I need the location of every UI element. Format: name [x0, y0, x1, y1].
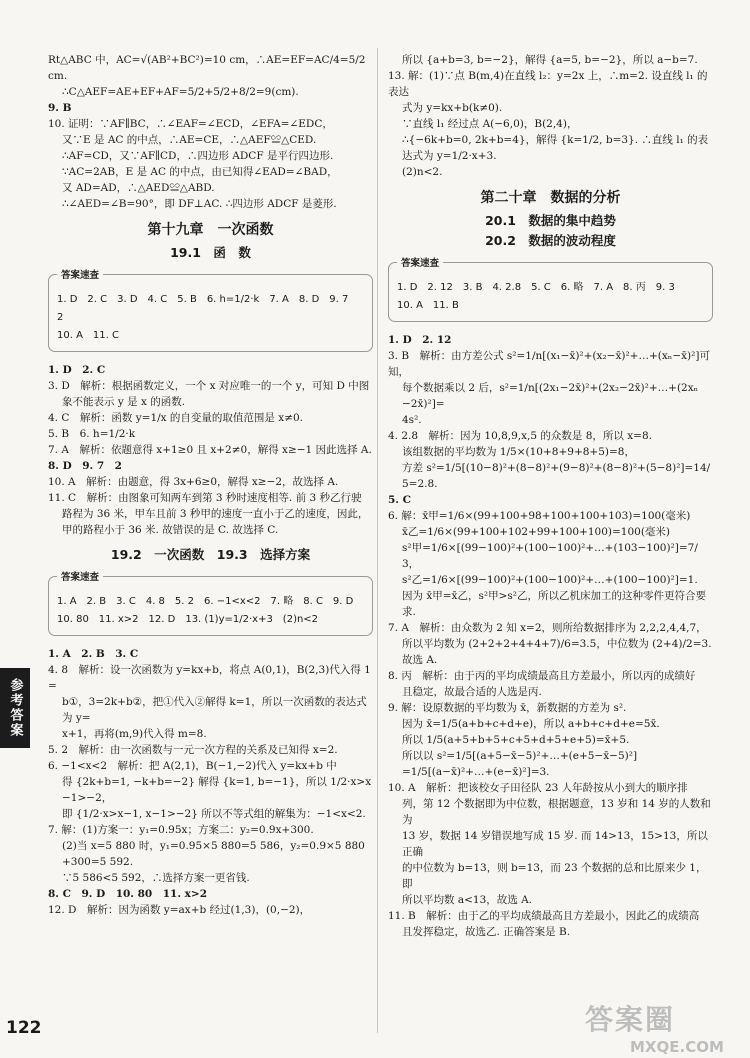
answer-line: 6. 解：x̄甲=1/6×(99+100+98+100+100+103)=100(毫米) [388, 510, 691, 522]
answer-line: 7. 解：(1)方案一：y₁=0.95x；方案二：y₂=0.9x+300. [48, 824, 314, 836]
answer-line: 的中位数为 b=13，则 b=13，而 23 个数据的总和比原来少 1，即 [402, 862, 707, 890]
quick-answer-box [48, 270, 373, 352]
side-tab-label: 参考答案 [0, 668, 30, 748]
answer-line: s²乙=1/6×[(99−100)²+(100−100)²+…+(100−100)²]=1. [402, 574, 698, 586]
answer-line: 1. D 2. C [48, 364, 106, 376]
answer-line: 4. C 解析：函数 y=1/x 的自变量的取值范围是 x≠0. [48, 412, 304, 424]
answer-line: 象不能表示 y 是 x 的函数. [62, 396, 186, 408]
answer-line: 所以平均数为 (2+2+2+4+4+7)/6=3.5，中位数为 (2+4)/2=3. 故选 A. [402, 638, 715, 666]
quick-answer-line: 1. D 2. 12 3. B 4. 2.8 5. C 6. 略 7. A 8. 丙 9. 3 [397, 282, 675, 293]
section-title: 19.2 一次函数 19.3 选择方案 [110, 547, 311, 562]
answer-line: 且稳定，故最合适的人选是丙. [402, 686, 542, 698]
watermark-main: 答案圈 [585, 1003, 676, 1036]
text-line: 又 AD=AD，∴△AED≌△ABD. [62, 182, 215, 194]
answer-line: 7. A 解析：依题意得 x+1≥0 且 x+2≠0，解得 x≥−1 因此选择 A. [48, 444, 372, 456]
answer-line: 所以平均数 a<13，故选 A. [402, 894, 533, 906]
answer-line: 8. 丙 解析：由于丙的平均成绩最高且方差最小，所以丙的成绩好 [388, 670, 696, 682]
answer-line: 10. A 解析：把该校女子田径队 23 人年龄按从小到大的顺序排 [388, 782, 688, 794]
answer-line: 9. 解：设原数据的平均数为 x̄，新数据的方差为 s². [388, 702, 627, 714]
text-line: ∴C△AEF=AE+EF+AF=5/2+5/2+8/2=9(cm). [62, 86, 299, 98]
answer-line: 5. B 6. h=1/2·k [48, 428, 136, 440]
answer-line: 4. 8 解析：设一次函数为 y=kx+b，将点 A(0,1)，B(2,3)代入得 1= [48, 664, 371, 692]
answer-line: x+1，再将(m,9)代入得 m=8. [62, 728, 207, 740]
answer-number: 9. B [48, 102, 72, 114]
answer-line: (2)当 x=5 880 时，y₁=0.95×5 880=5 586，y₂=0.9×5 880+300=5 592. [62, 840, 365, 868]
answer-line: 4s². [402, 414, 422, 426]
chapter-title: 第十九章 一次函数 [147, 222, 274, 238]
answer-line: x̄乙=1/6×(99+100+102+99+100+100)=100(毫米) [402, 526, 671, 538]
answer-line: 11. C 解析：由图象可知两车到第 3 秒时速度相等. 前 3 秒乙行驶 [48, 492, 362, 504]
text-line: 10. 证明：∵AF∥BC，∴∠EAF=∠ECD，∠EFA=∠EDC， [48, 118, 333, 130]
answer-line: 得 {2k+b=1, −k+b=−2} 解得 {k=1, b=−1}，所以 1/2·x>x−1>−2， [62, 776, 372, 804]
answer-line: 5. 2 解析：由一次函数与一元一次方程的关系及已知得 x=2. [48, 744, 338, 756]
answer-line: 3. D 解析：根据函数定义，一个 x 对应唯一的一个 y，可知 D 中图 [48, 380, 370, 392]
answer-line: =1/5[(a−x̄)²+…+(e−x̄)²]=3. [402, 766, 550, 778]
watermark-logo [585, 998, 735, 1056]
right-column [388, 52, 713, 940]
answer-line: 12. D 解析：因为函数 y=ax+b 经过(1,3)，(0,−2)， [48, 904, 311, 916]
answer-line: b①，3=2k+b②，把①代入②解得 k=1，所以一次函数的表达式为 y= [62, 696, 367, 724]
answer-line: ∵5 586<5 592，∴选择方案一更省钱. [62, 872, 250, 884]
answer-line: 7. A 解析：由众数为 2 知 x=2，则所给数据排序为 2,2,2,4,4,7， [388, 622, 707, 634]
quick-answer-line: 1. D 2. C 3. D 4. C 5. B 6. h=1/2·k 7. A 8. D 9. 7 2 [57, 294, 359, 323]
answer-line: 3. B 解析：由方差公式 s²=1/n[(x₁−x̄)²+(x₂−x̄)²+…+(xₙ−x̄)²]可知， [388, 350, 710, 378]
text-line: ∵直线 l₁ 经过点 A(−6,0)，B(2,4)， [402, 118, 578, 130]
answer-line: 列，第 12 个数据即为中位数，根据题意，13 岁和 14 岁的人数和为 [402, 798, 711, 826]
text-line: (2)n<2. [402, 166, 443, 178]
quick-answer-line: 1. A 2. B 3. C 4. 8 5. 2 6. −1<x<2 7. 略 8. C 9. D [57, 596, 354, 607]
text-line: 又∵E 是 AC 的中点，∴AE=CE，∴△AEF≌△CED. [62, 134, 317, 146]
section-title: 20.2 数据的波动程度 [485, 233, 616, 248]
text-line: Rt△ABC 中，AC=√(AB²+BC²)=10 cm，∴AE=EF=AC/4=5/2 cm. [48, 54, 369, 82]
answer-line: 每个数据乘以 2 后，s²=1/n[(2x₁−2x̄)²+(2x₂−2x̄)²+…+(2xₙ−2x̄)²]= [402, 382, 699, 410]
answer-line: 10. A 解析：由题意，得 3x+6≥0，解得 x≥−2，故选择 A. [48, 476, 339, 488]
text-line: ∴AF=CD，又∵AF∥CD，∴四边形 ADCF 是平行四边形. [62, 150, 334, 162]
answer-line: 4. 2.8 解析：因为 10,8,9,x,5 的众数是 8，所以 x=8. [388, 430, 652, 442]
answer-line: 8. C 9. D 10. 80 11. x>2 [48, 888, 208, 900]
answer-line: 所以 1/5(a+5+b+5+c+5+d+5+e+5)=x̄+5. [402, 734, 630, 746]
text-line: 式为 y=kx+b(k≠0). [402, 102, 503, 114]
watermark-sub: MXQE.COM [630, 1038, 724, 1056]
quick-answer-line: 10. 80 11. x>2 12. D 13. (1)y=1/2·x+3 (2)n<2 [57, 614, 319, 625]
answer-line: 13 岁，数据 14 岁错误地写成 15 岁. 而 14>13，15>13，所以正确 [402, 830, 708, 858]
chapter-title: 第二十章 数据的分析 [480, 190, 621, 206]
text-line: ∴∠AED=∠B=90°，即 DF⊥AC. ∴四边形 ADCF 是菱形. [62, 198, 337, 210]
section-title: 20.1 数据的集中趋势 [485, 213, 616, 228]
quick-answer-box [48, 572, 373, 636]
text-line: ∴{−6k+b=0, 2k+b=4}，解得 {k=1/2, b=3}. ∴直线 l₁ 的表达式为 y=1/2·x+3. [402, 134, 709, 162]
left-column [48, 52, 373, 918]
answer-line: 11. B 解析：由于乙的平均成绩最高且方差最小，因此乙的成绩高 [388, 910, 700, 922]
answer-line: s²甲=1/6×[(99−100)²+(100−100)²+…+(103−100)²]=7/3， [402, 542, 698, 570]
text-line: 所以 {a+b=3, b=−2}，解得 {a=5, b=−2}，所以 a−b=7. [402, 54, 698, 66]
answer-line: 路程为 36 米，甲车且前 3 秒甲的速度一直小于乙的速度，因此， [62, 508, 369, 520]
answer-line: 5. C [388, 494, 411, 506]
answer-line: 甲的路程小于 36 米. 故错误的是 C. 故选择 C. [62, 524, 279, 536]
answer-line: 且发挥稳定，故选乙. 正确答案是 B. [402, 926, 571, 938]
quick-answer-label: 答案速查 [57, 569, 103, 587]
quick-answer-label: 答案速查 [397, 255, 443, 273]
section-title: 19.1 函 数 [170, 245, 251, 260]
quick-answer-label: 答案速查 [57, 267, 103, 285]
answer-line: 该组数据的平均数为 1/5×(10+8+9+8+5)=8， [402, 446, 635, 458]
text-line: 13. 解：(1)∵点 B(m,4)在直线 l₂：y=2x 上，∴m=2. 设直线 l₁ 的表达 [388, 70, 708, 98]
quick-answer-box [388, 258, 713, 322]
page-number: 122 [6, 1018, 42, 1038]
answer-line: 6. −1<x<2 解析：把 A(2,1)，B(−1,−2)代入 y=kx+b 中 [48, 760, 337, 772]
column-divider [377, 48, 378, 1033]
answer-line: 1. A 2. B 3. C [48, 648, 139, 660]
answer-line: 方差 s²=1/5[(10−8)²+(8−8)²+(9−8)²+(8−8)²+(5−8)²]=14/5=2.8. [402, 462, 711, 490]
answer-line: 因为 x̄甲=x̄乙，s²甲>s²乙，所以乙机床加工的这种零件更符合要求. [402, 590, 706, 618]
answer-line: 即 {1/2·x>x−1, x−1>−2} 所以不等式组的解集为：−1<x<2. [62, 808, 366, 820]
quick-answer-line: 10. A 11. B [397, 300, 459, 311]
answer-line: 1. D 2. 12 [388, 334, 452, 346]
quick-answer-line: 10. A 11. C [57, 330, 119, 341]
answer-line: 8. D 9. 7 2 [48, 460, 122, 472]
answer-line: 因为 x̄=1/5(a+b+c+d+e)，所以 a+b+c+d+e=5x̄. [402, 718, 660, 730]
answer-line: 所以以 s²=1/5[(a+5−x̄−5)²+…+(e+5−x̄−5)²] [402, 750, 638, 762]
text-line: ∵AC=2AB，E 是 AC 的中点，由已知得∠EAD=∠BAD， [62, 166, 338, 178]
